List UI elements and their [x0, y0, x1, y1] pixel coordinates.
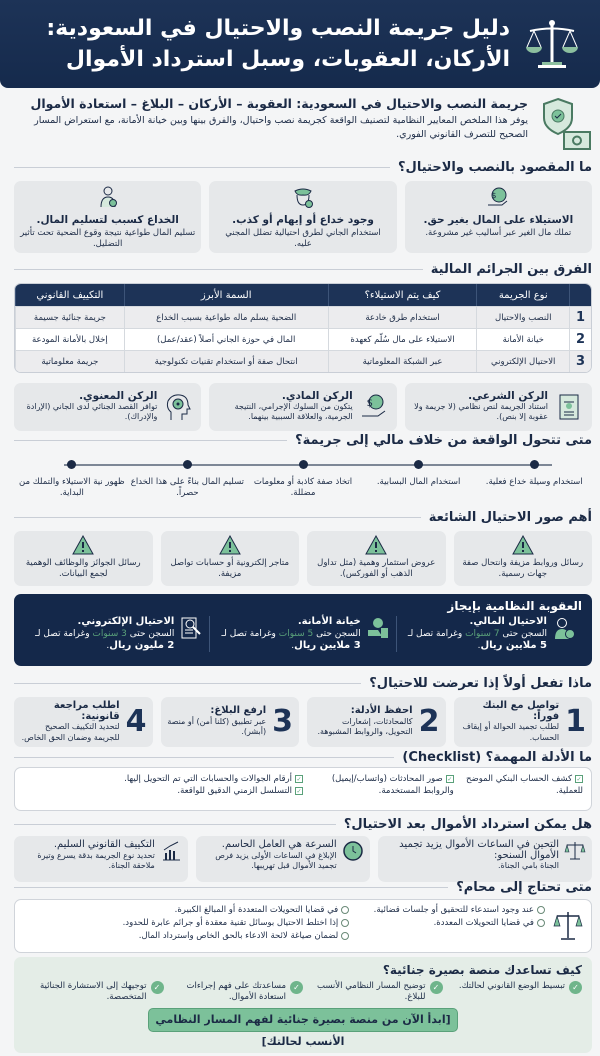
- lawyer-reason: في قضايا التحويلات المعددة.: [349, 917, 545, 930]
- checkbox-icon: ✓: [296, 788, 302, 795]
- timeline-point: استخدام المال البسابية.: [361, 460, 477, 499]
- recovery-title: هل يمكن استرداد الأموال بعد الاحتيال؟: [14, 817, 592, 832]
- head-eye-gear-icon: [163, 392, 193, 422]
- pillar-card: $ الركن المادي. يتكون من السلوك الإجرامي، النتيجة الجرمية، والعلاقة السببية بينهما.: [209, 383, 396, 431]
- warning-icon: [219, 535, 241, 555]
- check-circle-icon: [341, 932, 349, 940]
- help-title: كيف تساعدك منصة بصيرة جنائية؟: [382, 963, 582, 977]
- pillar-card: الركن المعنوي. توافر القصد الجنائي لدى الجاني (الإرادة والإدراك).: [14, 383, 201, 431]
- check-circle-icon: [341, 906, 349, 914]
- intro-title: جريمة النصب والاحتيال في السعودية: العقوبة – الأركان – البلاغ – استعادة الأموال: [30, 96, 528, 111]
- check-circle-icon: ✓: [569, 981, 582, 994]
- svg-text:$: $: [366, 398, 373, 409]
- comparison-table: [14, 283, 592, 373]
- penalties-title: العقوبة النظامية بإيجاز: [447, 599, 582, 613]
- mask-person-icon: [291, 185, 315, 209]
- cta-button[interactable]: [ابدأ الآن من منصة بصيرة جنائية لفهم المسار النظامي الأنسب لحالتك]: [148, 1008, 458, 1032]
- pillars-section: [14, 383, 592, 431]
- lawyer-box: [14, 899, 592, 953]
- table-row: 2 خيانة الأمانة الاستيلاء على مال سُلّم كعهدة المال في حوزة الجاني أصلاً (عقد/عمل) إخلال بالأمانة المودعة: [15, 328, 591, 350]
- frauds-title: أهم صور الاحتيال الشائعة: [14, 510, 592, 525]
- evidence-title: ما الأدلة المهمة؟ (Checklist): [14, 750, 592, 765]
- recovery-card: التكييف القانوني السليم. تحديد نوع الجريمة بدقة يسرع وتيرة ملاحقة الجناة.: [14, 836, 188, 882]
- growth-chart-icon: [160, 840, 182, 862]
- checkbox-icon: ✓: [296, 776, 302, 783]
- recovery-card: التحين في الساعات الأموال يزيد تجميد الأموال السنحو: الجناة بامي الجناة.: [378, 836, 592, 882]
- hand-money-bag-icon: [366, 616, 390, 640]
- timeline-point: اتخاذ صفة كاذبة أو معلومات مضللة.: [245, 460, 361, 499]
- checklist-item: ✓التسلسل الزمني الدقيق للواقعة.: [177, 786, 302, 796]
- intro-text: يوفر هذا الملخص المعايير النظامية لتصنيف الواقعة كجريمة نصب واحتيال، والفرق بينها وبين خيانة الأمانة، مع استعراض المسار الصحيح للتصرف القانوني الفوري.: [34, 115, 528, 140]
- frauds-section: [14, 510, 592, 586]
- check-circle-icon: [537, 919, 545, 927]
- definition-title: ما المقصود بالنصب والاحتيال؟: [14, 160, 592, 175]
- clock-icon: [342, 840, 364, 862]
- legal-document-icon: [554, 392, 584, 422]
- penalty-item: خيانة الأمانة. السجن حتى 5 سنوات وغرامة تصل لـ 3 ملايين ريال.: [210, 616, 396, 652]
- fraud-card: رسائل وروابط مزيفة وانتحال صفة جهات رسمية.: [454, 531, 593, 586]
- definition-card: الخداع كسبب لتسليم المال. تسليم المال طواعية نتيجة وقوع الضحية تحت تأثير التضليل.: [14, 181, 201, 253]
- definition-card: $ الاستيلاء على المال بغير حق. تملك مال الغير عبر أساليب غير مشروعة.: [405, 181, 592, 253]
- steps-title: ماذا تفعل أولاً إذا تعرضت للاحتيال؟: [14, 676, 592, 691]
- lawyer-reason: لضمان صياغة لائحة الادعاء بالحق الخاص واسترداد المال.: [23, 930, 349, 943]
- timeline-point: تسليم المال بناءً على هذا الخداع حصراً.: [130, 460, 246, 499]
- timeline-point: ظهور نية الاستيلاء والتملك من البداية.: [14, 460, 130, 499]
- lawyer-section: [14, 880, 592, 953]
- page-title: دليل جريمة النصب والاحتيال في السعودية: الأركان، العقوبات، وسبل استرداد الأموال: [46, 16, 510, 72]
- recovery-section: [14, 817, 592, 882]
- timeline-point: استخدام وسيلة خداع فعلية.: [476, 460, 592, 499]
- lawyer-title: متى تحتاج إلى محام؟: [14, 880, 592, 895]
- lawyer-reason: إذا اختلط الاحتيال بوسائل تقنية معقدة أو جرائم عابرة للحدود.: [23, 917, 349, 930]
- evidence-checklist: [14, 767, 592, 811]
- help-item: ✓ توجيهك إلى الاستشارة الجنائية المتخصصة.: [24, 981, 164, 1003]
- comparison-section: [14, 262, 592, 373]
- timeline-title: متى تتحول الواقعة من خلاف مالي إلى جريمة؟: [14, 433, 592, 448]
- person-giving-money-icon: [96, 185, 120, 209]
- step-card: 3 ارفع البلاغ: عبر تطبيق (كلنا أمن) أو منصة (أبشر).: [161, 697, 300, 747]
- dollar-hand-icon: [359, 392, 389, 422]
- timeline-section: [14, 433, 592, 510]
- step-card: 1 تواصل مع البنك فوراً: لطلب تجميد الحوالة أو إيقاف الحساب.: [454, 697, 593, 747]
- platform-help-section: [14, 957, 592, 1053]
- checkbox-icon: ✓: [447, 776, 453, 783]
- scales-icon: [553, 909, 583, 943]
- penalty-item: الاحتيال الإلكتروني. السجن حتى 3 سنوات وغرامة تصل لـ 2 مليون ريال.: [24, 616, 210, 652]
- help-item: ✓ توضيح المسار النظامي الأنسب للبلاغ.: [303, 981, 443, 1003]
- timeline: [14, 460, 592, 510]
- fraud-card: رسائل الجوائز والوظائف الوهمية لجمع البيانات.: [14, 531, 153, 586]
- checklist-item: ✓أرقام الجوالات والحسابات التي تم التحويل إليها.: [124, 774, 302, 784]
- svg-text:$: $: [491, 191, 497, 200]
- help-item: ✓ تبسيط الوضع القانوني لحالتك.: [443, 981, 583, 1003]
- person-money-icon: [552, 616, 576, 640]
- lawyer-reason: عند وجود استدعاء للتحقيق أو جلسات قضائية.: [349, 904, 545, 917]
- comparison-title: الفرق بين الجرائم المالية: [14, 262, 592, 277]
- step-card: 4 اطلب مراجعة قانونية: لتحديد التكييف الصحيح للجريمة وضمان الحق الخاص.: [14, 697, 153, 747]
- recovery-card: السرعة هي العامل الحاسم. الإبلاغ في الساعات الأولى يزيد فرص تجميد الأموال قبل تهريبها.: [196, 836, 370, 882]
- check-circle-icon: ✓: [290, 981, 303, 994]
- scales-icon: [564, 840, 586, 862]
- document-search-icon: [179, 616, 203, 640]
- table-row: 3 الاحتيال الإلكتروني عبر الشبكة المعلوماتية انتحال صفة أو استخدام تقنيات تكنولوجية جريمة معلوماتية: [15, 350, 591, 372]
- scales-of-justice-icon: [522, 14, 582, 74]
- check-circle-icon: ✓: [430, 981, 443, 994]
- check-circle-icon: [341, 919, 349, 927]
- help-item: ✓ مساعدتك على فهم إجراءات استعادة الأموال.: [164, 981, 304, 1003]
- table-row: 1 النصب والاحتيال استخدام طرق خادعة الضحية يسلم ماله طواعية بسبب الخداع جريمة جنائية جسيمة: [15, 306, 591, 328]
- shield-money-icon: [538, 96, 592, 152]
- definition-card: وجود خداع أو إيهام أو كذب. استخدام الجاني لطرق احتيالية تضلل المجني عليه.: [209, 181, 396, 253]
- fraud-card: متاجر إلكترونية أو حسابات تواصل مزيفة.: [161, 531, 300, 586]
- lawyer-reason: في قضايا التحويلات المتعددة أو المبالغ الكبيرة.: [23, 904, 349, 917]
- money-bag-hand-icon: [486, 185, 510, 209]
- pillar-card: الركن الشرعي. استناد الجريمة لنص نظامي (لا جريمة ولا عقوبة إلا بنص).: [405, 383, 592, 431]
- penalties-section: [14, 594, 592, 666]
- intro-section: [14, 96, 592, 152]
- checklist-item: ✓كشف الحساب البنكي الموضح للعملية.: [466, 774, 583, 796]
- page-header: [0, 0, 600, 88]
- check-circle-icon: [537, 906, 545, 914]
- warning-icon: [72, 535, 94, 555]
- warning-icon: [512, 535, 534, 555]
- warning-icon: [365, 535, 387, 555]
- evidence-section: [14, 750, 592, 811]
- checklist-item: ✓صور المحادثات (واتساب/إيميل) والروابط المستخدمة.: [331, 774, 454, 796]
- step-card: 2 احفظ الأدلة: كالمحادثات، إشعارات التحويل، والروابط المشبوهة.: [307, 697, 446, 747]
- checkbox-icon: ✓: [576, 776, 582, 783]
- fraud-card: عروض استثمار وهمية (مثل تداول الذهب أو الفوركس).: [307, 531, 446, 586]
- steps-section: [14, 676, 592, 747]
- penalty-item: الاحتيال المالي. السجن حتى 7 سنوات وغرامة تصل لـ 5 ملايين ريال.: [397, 616, 582, 652]
- table-header-row: نوع الجريمة كيف يتم الاستيلاء؟ السمة الأبرز التكييف القانوني: [15, 284, 591, 306]
- check-circle-icon: ✓: [151, 981, 164, 994]
- definition-section: [14, 160, 592, 253]
